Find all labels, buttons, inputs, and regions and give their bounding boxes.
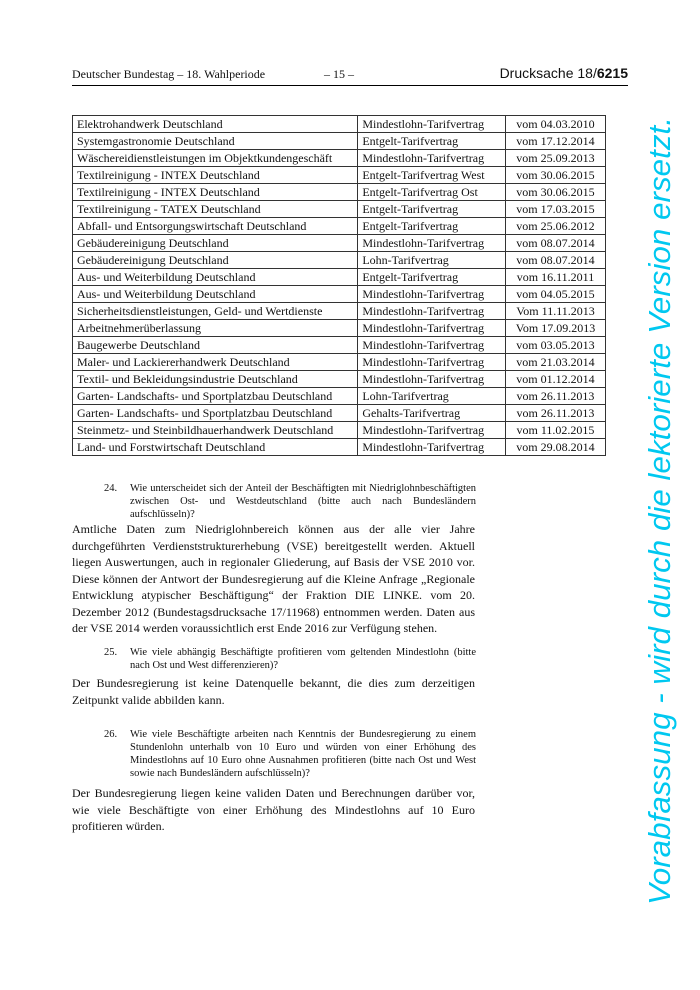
contract-type-cell: Mindestlohn-Tarifvertrag bbox=[358, 116, 506, 133]
page-number: – 15 – bbox=[324, 67, 354, 81]
industry-cell: Textilreinigung - INTEX Deutschland bbox=[73, 184, 358, 201]
date-cell: vom 26.11.2013 bbox=[505, 388, 605, 405]
contract-type-cell: Mindestlohn-Tarifvertrag bbox=[358, 286, 506, 303]
industry-cell: Textil- und Bekleidungsindustrie Deutschland bbox=[73, 371, 358, 388]
header-rule bbox=[72, 85, 628, 86]
date-cell: vom 30.06.2015 bbox=[505, 167, 605, 184]
industry-cell: Wäschereidienstleistungen im Objektkundengeschäft bbox=[73, 150, 358, 167]
question-26 bbox=[104, 728, 476, 780]
contract-type-cell: Mindestlohn-Tarifvertrag bbox=[358, 337, 506, 354]
answer-26: Der Bundesregierung liegen keine validen Daten und Berechnungen darüber vor, wie viele Beschäftigte von einer Erhöhung des Mindestlohns auf 10 Euro profitieren würden. bbox=[72, 786, 475, 833]
question-text: Wie unterscheidet sich der Anteil der Beschäftigten mit Niedriglohnbeschäftigten zwischen Ost- und Westdeutschland (bitte auch nach Bundesländern aufschlüsseln)? bbox=[130, 483, 476, 520]
table-row bbox=[73, 184, 606, 201]
contract-type-cell: Mindestlohn-Tarifvertrag bbox=[358, 422, 506, 439]
date-cell: vom 03.05.2013 bbox=[505, 337, 605, 354]
date-cell: vom 01.12.2014 bbox=[505, 371, 605, 388]
table-row bbox=[73, 201, 606, 218]
answer-25: Der Bundesregierung ist keine Datenquelle bekannt, die dies zum derzeitigen Zeitpunkt valide abbilden kann. bbox=[72, 676, 475, 707]
date-cell: vom 25.09.2013 bbox=[505, 150, 605, 167]
industry-cell: Aus- und Weiterbildung Deutschland bbox=[73, 286, 358, 303]
industry-cell: Sicherheitsdienstleistungen, Geld- und Wertdienste bbox=[73, 303, 358, 320]
date-cell: vom 11.02.2015 bbox=[505, 422, 605, 439]
contract-type-cell: Entgelt-Tarifvertrag bbox=[358, 269, 506, 286]
table-row bbox=[73, 150, 606, 167]
question-text: Wie viele Beschäftigte arbeiten nach Kenntnis der Bundesregierung zu einem Stundenlohn unterhalb von 10 Euro und würden von einer Erhöhung des Mindestlohns auf 10 Euro ohne Ausnahmen profitieren (bitte nach Ost und West sowie nach Bundesländern aufschlüsseln)? bbox=[130, 729, 476, 779]
question-number: 24. bbox=[104, 483, 118, 494]
table-row bbox=[73, 269, 606, 286]
table-row bbox=[73, 388, 606, 405]
table-row bbox=[73, 320, 606, 337]
date-cell: vom 08.07.2014 bbox=[505, 235, 605, 252]
table-row bbox=[73, 337, 606, 354]
contract-type-cell: Entgelt-Tarifvertrag bbox=[358, 201, 506, 218]
industry-cell: Textilreinigung - TATEX Deutschland bbox=[73, 201, 358, 218]
industry-cell: Abfall- und Entsorgungswirtschaft Deutschland bbox=[73, 218, 358, 235]
date-cell: vom 04.03.2010 bbox=[505, 116, 605, 133]
date-cell: vom 29.08.2014 bbox=[505, 439, 605, 456]
contract-type-cell: Entgelt-Tarifvertrag Ost bbox=[358, 184, 506, 201]
question-number: 26. bbox=[104, 729, 118, 740]
watermark-text: Vorabfassung - wird durch die lektorierte Version ersetzt. bbox=[642, 126, 677, 905]
contract-type-cell: Mindestlohn-Tarifvertrag bbox=[358, 439, 506, 456]
date-cell: vom 26.11.2013 bbox=[505, 405, 605, 422]
contract-type-cell: Mindestlohn-Tarifvertrag bbox=[358, 303, 506, 320]
contract-type-cell: Mindestlohn-Tarifvertrag bbox=[358, 150, 506, 167]
industry-cell: Garten- Landschafts- und Sportplatzbau Deutschland bbox=[73, 405, 358, 422]
contract-type-cell: Gehalts-Tarifvertrag bbox=[358, 405, 506, 422]
date-cell: vom 17.12.2014 bbox=[505, 133, 605, 150]
industry-cell: Arbeitnehmerüberlassung bbox=[73, 320, 358, 337]
contract-type-cell: Mindestlohn-Tarifvertrag bbox=[358, 320, 506, 337]
page-header bbox=[72, 67, 628, 85]
question-25 bbox=[104, 646, 476, 672]
date-cell: vom 17.03.2015 bbox=[505, 201, 605, 218]
contract-type-cell: Mindestlohn-Tarifvertrag bbox=[358, 354, 506, 371]
date-cell: vom 16.11.2011 bbox=[505, 269, 605, 286]
table-row bbox=[73, 116, 606, 133]
header-parliament: Deutscher Bundestag – 18. Wahlperiode bbox=[72, 67, 266, 81]
document-label: Drucksache bbox=[499, 65, 574, 81]
question-24 bbox=[104, 482, 476, 521]
industry-cell: Gebäudereinigung Deutschland bbox=[73, 252, 358, 269]
date-cell: vom 08.07.2014 bbox=[505, 252, 605, 269]
industry-cell: Maler- und Lackiererhandwerk Deutschland bbox=[73, 354, 358, 371]
table-row bbox=[73, 439, 606, 456]
contract-type-cell: Lohn-Tarifvertrag bbox=[358, 252, 506, 269]
date-cell: Vom 17.09.2013 bbox=[505, 320, 605, 337]
document-number bbox=[500, 65, 628, 81]
table-row bbox=[73, 133, 606, 150]
industry-cell: Elektrohandwerk Deutschland bbox=[73, 116, 358, 133]
document-number-main: 6215 bbox=[596, 65, 628, 81]
table-row bbox=[73, 405, 606, 422]
contract-type-cell: Entgelt-Tarifvertrag West bbox=[358, 167, 506, 184]
industry-cell: Textilreinigung - INTEX Deutschland bbox=[73, 167, 358, 184]
date-cell: vom 21.03.2014 bbox=[505, 354, 605, 371]
date-cell: vom 04.05.2015 bbox=[505, 286, 605, 303]
contract-type-cell: Lohn-Tarifvertrag bbox=[358, 388, 506, 405]
industry-cell: Steinmetz- und Steinbildhauerhandwerk Deutschland bbox=[73, 422, 358, 439]
industry-cell: Garten- Landschafts- und Sportplatzbau Deutschland bbox=[73, 388, 358, 405]
document-number-prefix: 18/ bbox=[577, 65, 597, 81]
contract-type-cell: Mindestlohn-Tarifvertrag bbox=[358, 371, 506, 388]
table-row bbox=[73, 303, 606, 320]
table-row bbox=[73, 371, 606, 388]
date-cell: Vom 11.11.2013 bbox=[505, 303, 605, 320]
question-text: Wie viele abhängig Beschäftigte profitieren vom geltenden Mindestlohn (bitte nach Ost und West differenzieren)? bbox=[130, 647, 476, 671]
tariff-table bbox=[72, 115, 606, 456]
industry-cell: Gebäudereinigung Deutschland bbox=[73, 235, 358, 252]
date-cell: vom 25.06.2012 bbox=[505, 218, 605, 235]
table-row bbox=[73, 218, 606, 235]
draft-watermark bbox=[640, 110, 680, 910]
table-row bbox=[73, 422, 606, 439]
table-row bbox=[73, 167, 606, 184]
answer-24: Amtliche Daten zum Niedriglohnbereich können aus der alle vier Jahre durchgeführten Verdienststrukturerhebung (VSE) bereitgestellt werden. Aktuell liegen Auswertungen, auch in regionaler Gliederung, auf Basis der VSE 2010 vor. Diese können der Antwort der Bundesregierung auf die Kleine Anfrage „Regionale Entwicklung atypischer Beschäftigung“ der Fraktion DIE LINKE. vom 20. Dezember 2012 (Bundestagsdrucksache 17/11968) entnommen werden. Daten aus der VSE 2014 werden voraussichtlich erst Ende 2016 zur Verfügung stehen. bbox=[72, 522, 475, 635]
date-cell: vom 30.06.2015 bbox=[505, 184, 605, 201]
contract-type-cell: Entgelt-Tarifvertrag bbox=[358, 218, 506, 235]
industry-cell: Land- und Forstwirtschaft Deutschland bbox=[73, 439, 358, 456]
contract-type-cell: Entgelt-Tarifvertrag bbox=[358, 133, 506, 150]
industry-cell: Systemgastronomie Deutschland bbox=[73, 133, 358, 150]
industry-cell: Baugewerbe Deutschland bbox=[73, 337, 358, 354]
table-row bbox=[73, 354, 606, 371]
table-row bbox=[73, 235, 606, 252]
industry-cell: Aus- und Weiterbildung Deutschland bbox=[73, 269, 358, 286]
question-number: 25. bbox=[104, 647, 118, 658]
table-row bbox=[73, 252, 606, 269]
contract-type-cell: Mindestlohn-Tarifvertrag bbox=[358, 235, 506, 252]
table-row bbox=[73, 286, 606, 303]
